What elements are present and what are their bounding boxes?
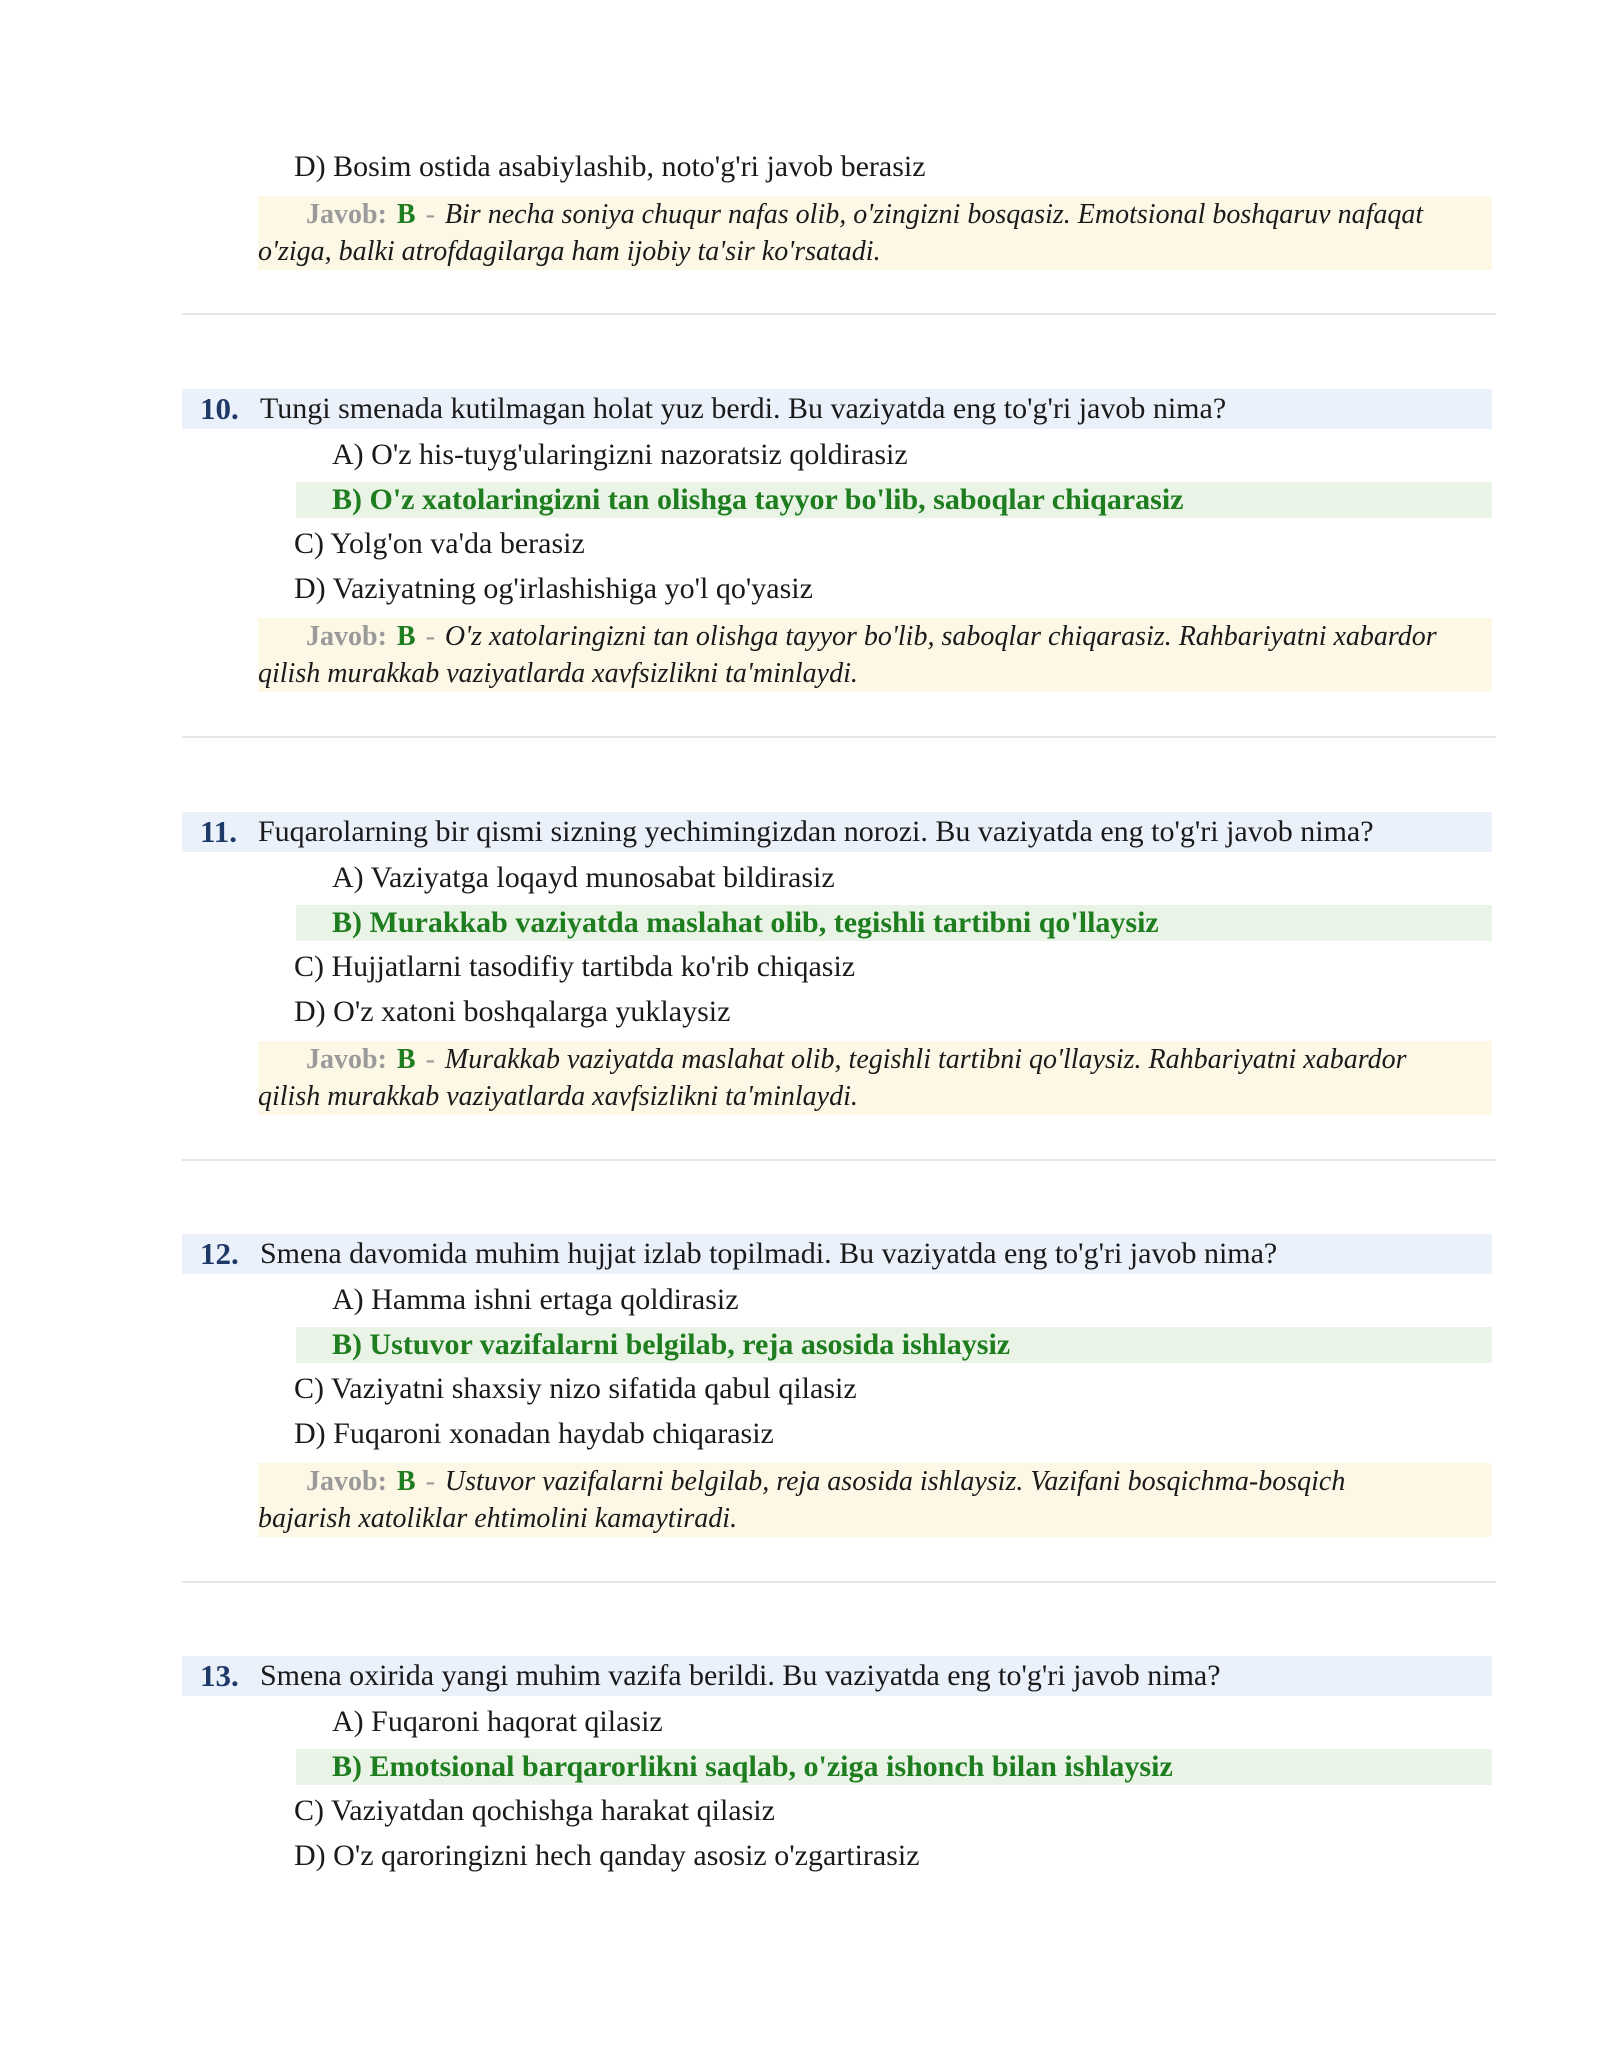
answer-line: qilish murakkab vaziyatlarda xavfsizlikni ta'minlaydi. xyxy=(258,658,858,689)
answer-line xyxy=(258,196,1492,233)
option-b-correct: B) Murakkab vaziyatda maslahat olib, tegishli tartibni qo'llaysiz xyxy=(332,906,1159,939)
dash: - xyxy=(425,1466,435,1497)
option-c: C) Yolg'on va'da berasiz xyxy=(294,527,585,560)
option-d: D) Bosim ostida asabiylashib, noto'g'ri javob berasiz xyxy=(294,150,926,183)
javob-label: Javob: xyxy=(306,1466,387,1497)
javob-label: Javob: xyxy=(306,199,387,230)
option-c: C) Vaziyatdan qochishga harakat qilasiz xyxy=(294,1794,775,1827)
question-text: Fuqarolarning bir qismi sizning yechimingizdan norozi. Bu vaziyatda eng to'g'ri javob nima? xyxy=(258,815,1374,848)
answer-letter: B xyxy=(396,199,416,230)
dash: - xyxy=(425,621,435,652)
option-b-correct: B) O'z xatolaringizni tan olishga tayyor bo'lib, saboqlar chiqarasiz xyxy=(332,483,1184,516)
divider xyxy=(182,1581,1496,1583)
option-b-correct: B) Ustuvor vazifalarni belgilab, reja asosida ishlaysiz xyxy=(332,1328,1011,1361)
dash: - xyxy=(425,199,435,230)
question-text: Tungi smenada kutilmagan holat yuz berdi. Bu vaziyatda eng to'g'ri javob nima? xyxy=(260,392,1227,425)
question-number: 12. xyxy=(200,1236,239,1271)
option-a: A) Hamma ishni ertaga qoldirasiz xyxy=(332,1283,739,1316)
question-text: Smena davomida muhim hujjat izlab topilmadi. Bu vaziyatda eng to'g'ri javob nima? xyxy=(260,1237,1278,1270)
answer-box xyxy=(258,618,1492,692)
divider xyxy=(182,1159,1496,1161)
option-b-correct: B) Emotsional barqarorlikni saqlab, o'ziga ishonch bilan ishlaysiz xyxy=(332,1750,1173,1783)
answer-explanation: Murakkab vaziyatda maslahat olib, tegishli tartibni qo'llaysiz. Rahbariyatni xabardor xyxy=(444,1044,1407,1075)
answer-line xyxy=(258,618,1492,655)
option-d: D) O'z xatoni boshqalarga yuklaysiz xyxy=(294,995,731,1028)
answer-box xyxy=(258,1041,1492,1115)
option-d: D) Fuqaroni xonadan haydab chiqarasiz xyxy=(294,1417,774,1450)
option-a: A) Vaziyatga loqayd munosabat bildirasiz xyxy=(332,861,835,894)
answer-line xyxy=(258,1463,1492,1500)
answer-letter: B xyxy=(396,1466,416,1497)
question-number: 13. xyxy=(200,1658,239,1693)
option-a: A) Fuqaroni haqorat qilasiz xyxy=(332,1705,663,1738)
answer-line xyxy=(258,1041,1492,1078)
answer-explanation: O'z xatolaringizni tan olishga tayyor bo'lib, saboqlar chiqarasiz. Rahbariyatni xabardor xyxy=(444,621,1437,652)
question-number: 11. xyxy=(200,814,238,849)
answer-box xyxy=(258,1463,1492,1537)
answer-explanation: Ustuvor vazifalarni belgilab, reja asosida ishlaysiz. Vazifani bosqichma-bosqich xyxy=(444,1466,1346,1497)
dash: - xyxy=(425,1044,435,1075)
answer-line: qilish murakkab vaziyatlarda xavfsizlikni ta'minlaydi. xyxy=(258,1081,858,1112)
divider xyxy=(182,736,1496,738)
answer-letter: B xyxy=(396,621,416,652)
javob-label: Javob: xyxy=(306,1044,387,1075)
answer-box xyxy=(258,196,1492,270)
answer-line: o'ziga, balki atrofdagilarga ham ijobiy ta'sir ko'rsatadi. xyxy=(258,236,881,267)
answer-explanation: Bir necha soniya chuqur nafas olib, o'zingizni bosqasiz. Emotsional boshqaruv nafaqat xyxy=(444,199,1424,230)
question-text: Smena oxirida yangi muhim vazifa berildi. Bu vaziyatda eng to'g'ri javob nima? xyxy=(260,1659,1221,1692)
option-d: D) O'z qaroringizni hech qanday asosiz o'zgartirasiz xyxy=(294,1839,920,1872)
option-c: C) Hujjatlarni tasodifiy tartibda ko'rib chiqasiz xyxy=(294,950,856,983)
answer-line: bajarish xatoliklar ehtimolini kamaytiradi. xyxy=(258,1503,738,1534)
option-d: D) Vaziyatning og'irlashishiga yo'l qo'yasiz xyxy=(294,572,813,605)
option-a: A) O'z his-tuyg'ularingizni nazoratsiz qoldirasiz xyxy=(332,438,908,471)
option-c: C) Vaziyatni shaxsiy nizo sifatida qabul qilasiz xyxy=(294,1372,857,1405)
question-number: 10. xyxy=(200,391,239,426)
answer-letter: B xyxy=(396,1044,416,1075)
divider xyxy=(182,313,1496,315)
javob-label: Javob: xyxy=(306,621,387,652)
